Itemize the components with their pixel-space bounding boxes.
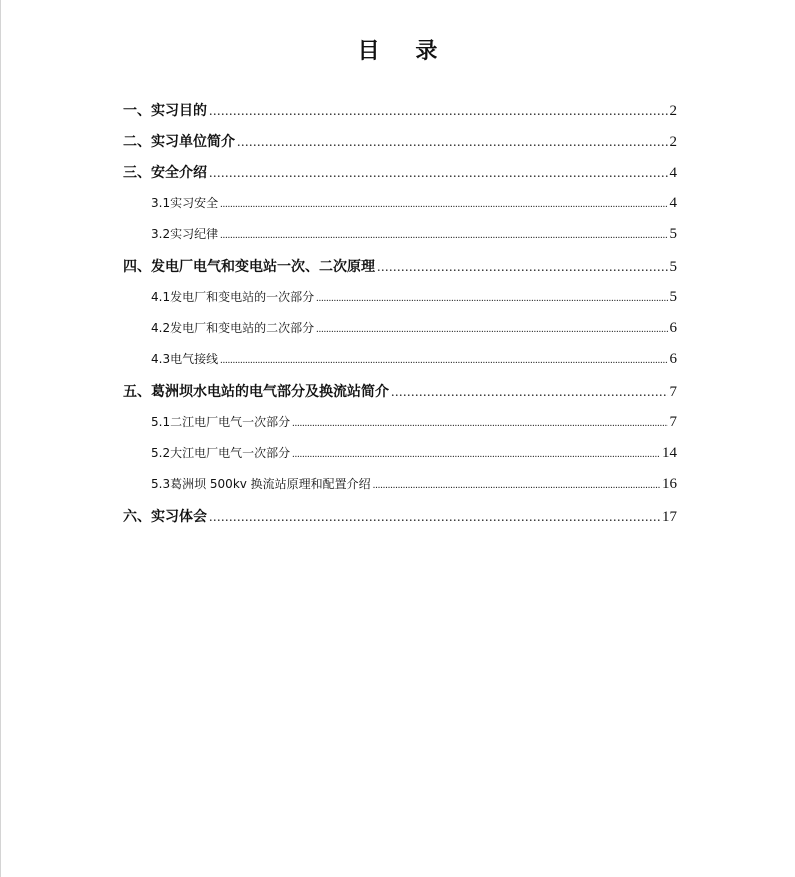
toc-title: 目 录 [357, 39, 452, 64]
toc-entry-label: 发电厂和变电站的二次部分 [170, 321, 315, 335]
toc-entry-number: 四、 [123, 259, 151, 275]
dot-leader [220, 230, 667, 241]
toc-entry-number: 二、 [123, 134, 151, 150]
toc-entry-label: 二江电厂电气一次部分 [170, 415, 291, 429]
toc-entry-3-1[interactable] [151, 194, 677, 212]
toc-entry-page: 6 [669, 351, 677, 367]
toc-entry-number: 5.3 [151, 477, 171, 491]
toc-entry-3[interactable] [123, 162, 677, 182]
toc-entry-page: 17 [662, 509, 677, 525]
dot-leader [220, 355, 667, 366]
toc-entry-number: 3.1 [151, 196, 171, 210]
toc-entry-number: 五、 [123, 384, 151, 400]
toc-entry-2[interactable] [123, 131, 677, 151]
toc-entry-5-3[interactable] [151, 475, 677, 493]
dot-leader [377, 260, 668, 276]
toc-entry-page: 5 [669, 226, 677, 242]
toc-entry-page: 2 [669, 134, 677, 150]
toc-entry-6[interactable] [123, 506, 677, 526]
toc-entry-label: 实习目的 [151, 103, 207, 119]
toc-entry-4[interactable] [123, 256, 677, 276]
toc-entry-label: 葛洲坝 500kv 换流站原理和配置介绍 [170, 477, 371, 491]
toc-entry-label: 大江电厂电气一次部分 [170, 446, 291, 460]
toc-entry-number: 5.2 [151, 446, 171, 460]
toc-entry-label: 安全介绍 [151, 165, 207, 181]
toc-entry-page: 4 [669, 195, 677, 211]
toc-entry-number: 三、 [123, 165, 151, 181]
toc-entry-label: 实习纪律 [170, 227, 219, 241]
toc-entry-number: 4.3 [151, 352, 171, 366]
toc-entry-number: 5.1 [151, 415, 171, 429]
toc-entry-4-2[interactable] [151, 319, 677, 337]
dot-leader [237, 135, 668, 151]
toc-entry-page: 7 [669, 414, 677, 430]
toc-entry-page: 14 [662, 445, 677, 461]
toc-entry-page: 16 [662, 476, 677, 492]
toc-entry-label: 电气接线 [170, 352, 219, 366]
dot-leader [209, 166, 668, 182]
toc-entry-page: 7 [669, 384, 677, 400]
dot-leader [292, 449, 660, 460]
toc-entry-3-2[interactable] [151, 225, 677, 243]
toc-entry-page: 6 [669, 320, 677, 336]
toc-entry-4-1[interactable] [151, 288, 677, 306]
toc-entry-page: 4 [669, 165, 677, 181]
dot-leader [209, 104, 668, 120]
toc-entry-1[interactable] [123, 100, 677, 120]
toc-entry-page: 5 [669, 259, 677, 275]
toc-entry-number: 一、 [123, 103, 151, 119]
toc-entry-number: 4.2 [151, 321, 171, 335]
dot-leader [373, 480, 660, 491]
dot-leader [316, 324, 667, 335]
toc-entry-page: 2 [669, 103, 677, 119]
toc-entry-label: 实习安全 [170, 196, 219, 210]
dot-leader [220, 199, 667, 210]
toc-entry-4-3[interactable] [151, 350, 677, 368]
toc-entry-5-2[interactable] [151, 444, 677, 462]
toc-entry-5-1[interactable] [151, 413, 677, 431]
toc-entry-5[interactable] [123, 381, 677, 401]
toc-entry-label: 发电厂和变电站的一次部分 [170, 290, 315, 304]
toc-entry-page: 5 [669, 289, 677, 305]
dot-leader [391, 385, 668, 401]
dot-leader [316, 293, 667, 304]
toc-entry-label: 发电厂电气和变电站一次、二次原理 [151, 259, 375, 275]
toc-entry-label: 实习单位简介 [151, 134, 235, 150]
toc-entry-number: 4.1 [151, 290, 171, 304]
dot-leader [292, 418, 667, 429]
dot-leader [209, 510, 660, 526]
toc-entry-number: 六、 [123, 509, 151, 525]
toc-entry-label: 葛洲坝水电站的电气部分及换流站简介 [151, 384, 389, 400]
toc-entry-label: 实习体会 [151, 509, 207, 525]
toc-entry-number: 3.2 [151, 227, 171, 241]
